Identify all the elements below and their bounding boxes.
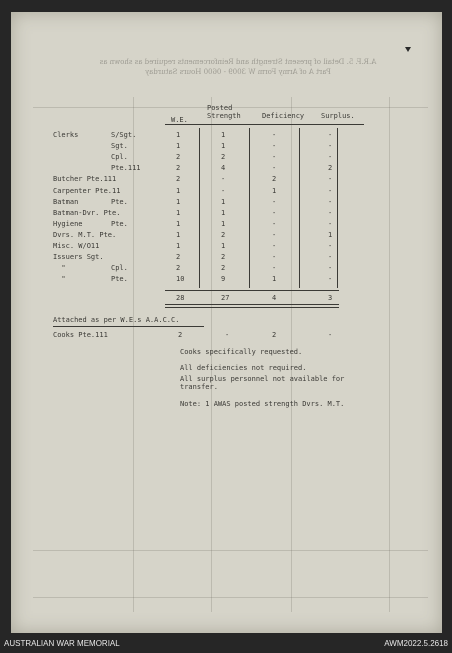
cell-def: - <box>272 208 277 217</box>
total-we: 28 <box>176 294 185 302</box>
cell-we: 1 <box>176 131 181 139</box>
cell-def: - <box>272 142 277 151</box>
cell-we: 2 <box>176 264 181 273</box>
totals-double-rule <box>165 304 339 308</box>
totals-rule <box>165 290 339 291</box>
bleed-through-text <box>38 57 438 77</box>
cell-posted: 2 <box>221 253 226 262</box>
total-surplus: 3 <box>328 294 333 302</box>
attached-heading: Attached as per W.E.s A.A.C.C. <box>53 316 180 324</box>
cell-group: Hygiene <box>53 219 83 228</box>
cell-we: 1 <box>176 242 181 250</box>
cell-sur: - <box>328 142 333 151</box>
footer-institution: AUSTRALIAN WAR MEMORIAL <box>4 639 120 648</box>
cell-posted: 2 <box>221 153 226 162</box>
bleed-ruling <box>389 97 390 612</box>
note-cooks: Cooks specifically requested. <box>180 348 303 356</box>
cell-posted: 2 <box>221 230 226 239</box>
column-divider <box>199 128 200 288</box>
cell-rank: Cpl. <box>111 153 128 162</box>
cell-sur: - <box>328 219 333 228</box>
cell-we: 1 <box>176 197 181 206</box>
cell-sur: - <box>328 242 333 250</box>
cell-def: - <box>272 264 277 273</box>
corner-mark-icon <box>405 47 411 52</box>
cell-sur: - <box>328 131 333 139</box>
cell-we: 2 <box>176 153 181 162</box>
cell-posted: 1 <box>221 242 226 250</box>
note-surplus: All surplus personnel not available for transfer. <box>180 375 345 391</box>
cell-group: " <box>53 275 66 284</box>
cell-sur: 2 <box>328 164 333 173</box>
cell-def: - <box>272 242 277 250</box>
total-deficiency: 4 <box>272 294 277 302</box>
cell-rank: Sgt. <box>111 142 128 151</box>
cooks-label: Cooks Pte.111 <box>53 331 108 339</box>
cell-group: " <box>53 264 66 273</box>
bleed-ruling <box>33 550 428 551</box>
cell-posted: 1 <box>221 197 226 206</box>
cell-posted: - <box>221 186 226 195</box>
header-underline <box>165 124 364 125</box>
cell-def: - <box>272 253 277 262</box>
cooks-surplus: - <box>328 331 333 339</box>
cell-posted: - <box>221 175 226 184</box>
header-deficiency: Deficiency <box>262 112 305 120</box>
cell-we: 1 <box>176 186 181 195</box>
cell-rank: Pte. <box>111 197 128 206</box>
cell-group: Batman <box>53 197 79 206</box>
header-we: W.E. <box>171 116 188 124</box>
cell-posted: 9 <box>221 275 226 284</box>
total-posted: 27 <box>221 294 230 302</box>
bleed-line-1: A.R.F. 5. Detail of present Strength and Reinforcements required as shown as <box>99 58 377 66</box>
cell-posted: 1 <box>221 131 226 139</box>
cell-we: 1 <box>176 142 181 151</box>
note-deficiencies: All deficiencies not required. <box>180 364 307 372</box>
cell-posted: 4 <box>221 164 226 173</box>
cell-group: Batman-Dvr. Pte. <box>53 208 121 217</box>
cell-sur: - <box>328 153 333 162</box>
cell-sur: - <box>328 175 333 184</box>
cell-we: 10 <box>176 275 185 284</box>
cell-group: Misc. W/O11 <box>53 242 100 250</box>
note-awas: Note: 1 AWAS posted strength Dvrs. M.T. <box>180 400 345 408</box>
cell-def: - <box>272 131 277 139</box>
cooks-deficiency: 2 <box>272 331 277 339</box>
cell-group: Issuers Sgt. <box>53 253 104 262</box>
cell-posted: 1 <box>221 219 226 228</box>
cell-we: 1 <box>176 219 181 228</box>
bleed-line-2: Part A of Army Form W 3009 - 0600 Hours Saturday <box>145 68 331 76</box>
cell-def: 1 <box>272 275 277 284</box>
cell-group: Clerks <box>53 131 79 139</box>
cell-group: Dvrs. M.T. Pte. <box>53 230 117 239</box>
cell-we: 1 <box>176 230 181 239</box>
cell-sur: 1 <box>328 230 333 239</box>
bleed-ruling <box>133 97 134 612</box>
column-divider <box>299 128 300 288</box>
cell-posted: 2 <box>221 264 226 273</box>
cell-rank: Pte. <box>111 219 128 228</box>
attached-underline <box>53 326 204 327</box>
cooks-we: 2 <box>178 331 183 339</box>
cell-group: Carpenter Pte.11 <box>53 186 121 195</box>
column-divider <box>337 128 338 288</box>
cell-posted: 1 <box>221 208 226 217</box>
cell-group: Butcher Pte.111 <box>53 175 117 184</box>
bleed-ruling <box>33 597 428 598</box>
cell-def: - <box>272 230 277 239</box>
cell-sur: - <box>328 186 333 195</box>
cell-sur: - <box>328 197 333 206</box>
footer-accession: AWM2022.5.2618 <box>384 639 448 648</box>
header-posted-strength: Posted Strength <box>207 104 241 120</box>
cell-we: 1 <box>176 208 181 217</box>
cell-we: 2 <box>176 253 181 262</box>
column-divider <box>249 128 250 288</box>
cell-def: 1 <box>272 186 277 195</box>
cell-def: - <box>272 219 277 228</box>
cell-rank: Pte. <box>111 275 128 284</box>
cell-def: - <box>272 164 277 173</box>
cell-def: - <box>272 197 277 206</box>
cell-we: 2 <box>176 164 181 173</box>
cell-sur: - <box>328 275 333 284</box>
cell-def: 2 <box>272 175 277 184</box>
cell-rank: Cpl. <box>111 264 128 273</box>
cell-rank: S/Sgt. <box>111 131 137 139</box>
cell-sur: - <box>328 253 333 262</box>
cell-posted: 1 <box>221 142 226 151</box>
header-surplus: Surplus. <box>321 112 355 120</box>
cell-sur: - <box>328 264 333 273</box>
cell-sur: - <box>328 208 333 217</box>
cell-we: 2 <box>176 175 181 184</box>
cell-def: - <box>272 153 277 162</box>
cell-rank: Pte.111 <box>111 164 141 173</box>
cooks-posted: - <box>225 331 230 339</box>
